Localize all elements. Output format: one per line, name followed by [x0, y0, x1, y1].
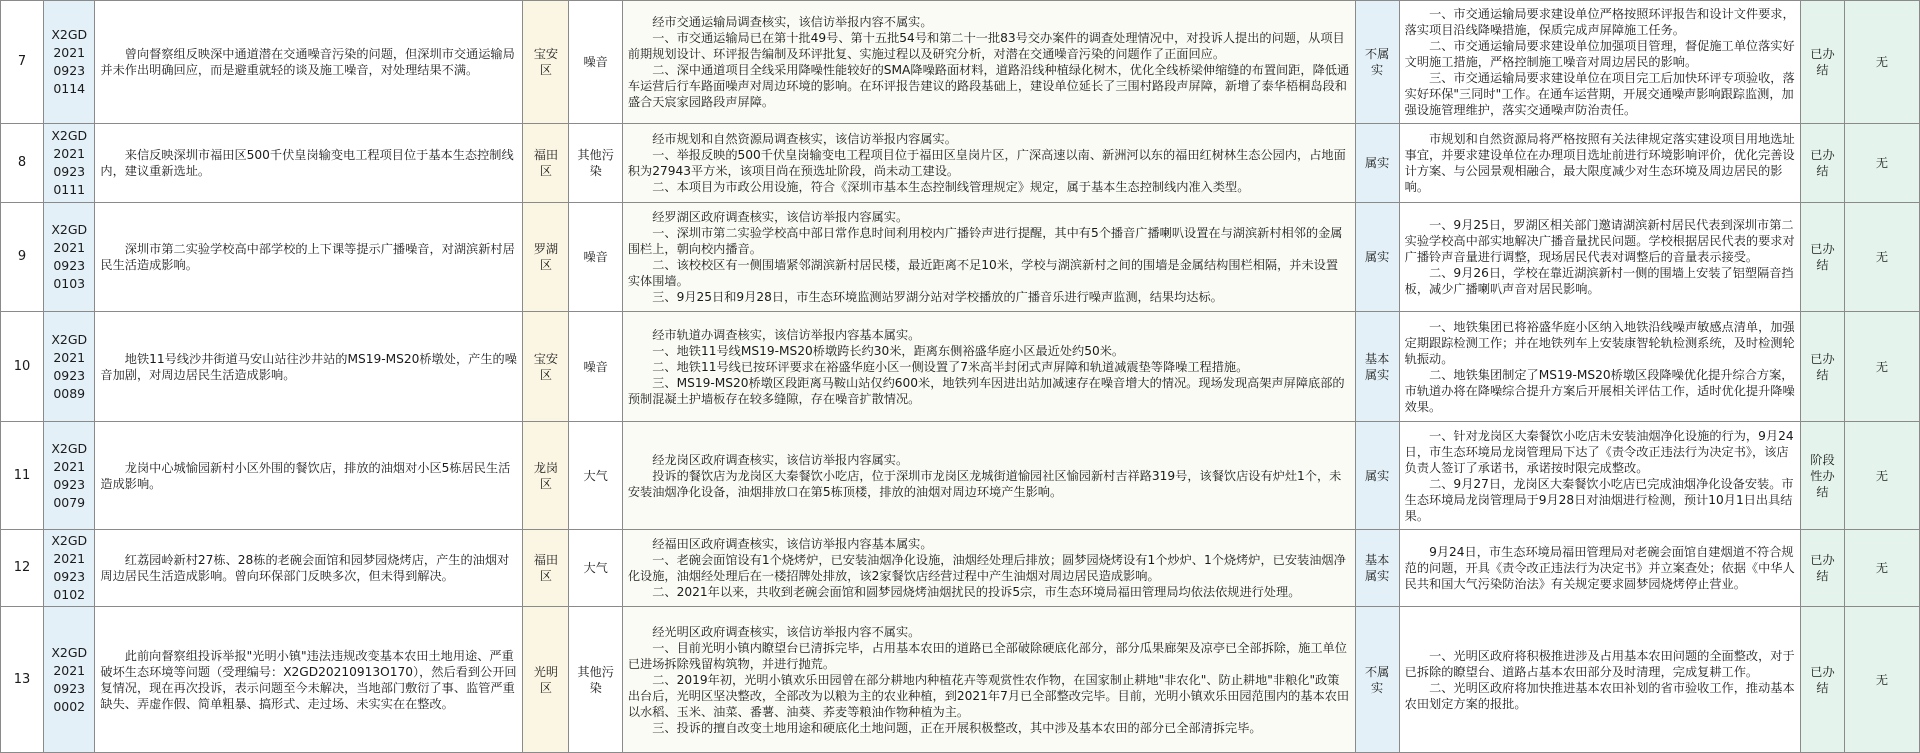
- district: 龙岗区: [523, 422, 569, 530]
- case-code-part: X2GD: [51, 27, 88, 42]
- completion-status: 已办结: [1800, 203, 1844, 312]
- measure-line: 一、地铁集团已将裕盛华庭小区纳入地铁沿线噪声敏感点清单，加强定期跟踪检测工作；并在地铁列车上安装康智轮轨检测系统，及时检测轮轨振动。: [1404, 319, 1795, 366]
- accountability: 无: [1845, 607, 1920, 753]
- handling-measures: [1399, 422, 1800, 530]
- case-code-part: 0079: [53, 494, 86, 510]
- handling-measures: [1399, 1, 1800, 124]
- verification-result: 属实: [1355, 203, 1399, 312]
- investigation-findings: [622, 422, 1355, 530]
- finding-line: 二、深中通道项目全线采用降噪性能较好的SMA降噪路面材料，道路沿线种植绿化树木，优化全线桥梁伸缩缝的布置间距，降低通车运营后行车路面噪声对周边环境的影响。在环评报告建议的路段基础上，建设单位延长了三围村路段声屏障，新增了泰华梧桐岛段和盛合天宸家园路段声屏障。: [627, 63, 1350, 109]
- accountability: 无: [1845, 124, 1920, 203]
- pollution-type: 其他污染: [569, 124, 622, 203]
- complaint-text: 龙岗中心城愉园新村小区外围的餐饮店，排放的油烟对小区5栋居民生活造成影响。: [95, 422, 523, 530]
- handling-measures: [1399, 607, 1800, 753]
- finding-line: 三、9月25日和9月28日，市生态环境监测站罗湖分站对学校播放的广播音乐进行噪声监测，结果均达标。: [652, 290, 1223, 304]
- measure-line: 一、9月25日，罗湖区相关部门邀请湖滨新村居民代表到深圳市第二实验学校高中部实地解决广播音量扰民问题。学校根据居民代表的要求对广播铃声音量进行调整，现场居民代表对调整后的音量表示接受。: [1404, 218, 1795, 264]
- measure-line: 三、市交通运输局要求建设单位在项目完工后加快环评专项验收，落实好环保"三同时"工作。在通车运营期，开展交通噪声影响跟踪监测，加强设施管理维护，落实交通噪声防治责任。: [1404, 71, 1795, 117]
- finding-line: 经龙岗区政府调查核实，该信访举报内容属实。: [652, 452, 909, 467]
- finding-line: 二、本项目为市政公用设施，符合《深圳市基本生态控制线管理规定》规定，属于基本生态控制线内准入类型。: [652, 180, 1250, 194]
- finding-line: 一、地铁11号线MS19-MS20桥墩跨长约30米，距离东侧裕盛华庭小区最近处约50米。: [652, 343, 1125, 358]
- case-code: [44, 203, 95, 312]
- pollution-type: 大气: [569, 530, 622, 607]
- finding-line: 一、深圳市第二实验学校高中部日常作息时间利用校内广播铃声进行提醒，其中有5个播音广播喇叭设置在与湖滨新村相邻的金属围栏上，朝向校内播音。: [627, 226, 1343, 256]
- case-code-part: 0111: [53, 182, 86, 197]
- case-code-part: 2021: [53, 458, 86, 474]
- completion-status: 已办结: [1800, 607, 1844, 753]
- table-row: [1, 124, 1920, 203]
- completion-status: 已办结: [1800, 124, 1844, 203]
- completion-status: 已办结: [1800, 312, 1844, 422]
- pollution-type: 大气: [569, 422, 622, 530]
- case-code: [44, 607, 95, 753]
- accountability: 无: [1845, 422, 1920, 530]
- case-code-part: 0923: [53, 63, 86, 78]
- table-row: [1, 312, 1920, 422]
- district: 福田区: [523, 530, 569, 607]
- case-code-part: 2021: [53, 349, 86, 365]
- row-index: 9: [1, 203, 44, 312]
- finding-line: 三、投诉的擅自改变土地用途和硬底化土地问题，正在开展积极整改，其中涉及基本农田的部分已全部清拆完毕。: [652, 720, 1262, 735]
- accountability: 无: [1845, 530, 1920, 607]
- investigation-findings: [622, 530, 1355, 607]
- handling-measures: [1399, 203, 1800, 312]
- verification-result: 基本属实: [1355, 530, 1399, 607]
- completion-status: 已办结: [1800, 530, 1844, 607]
- table-row: [1, 203, 1920, 312]
- complaint-text: 红荔园岭新村27栋、28栋的老碗会面馆和园梦园烧烤店，产生的油烟对周边居民生活造成影响。曾向环保部门反映多次，但未得到解决。: [95, 530, 523, 607]
- handling-measures: [1399, 530, 1800, 607]
- case-code-part: 0002: [53, 698, 86, 714]
- handling-measures: [1399, 312, 1800, 422]
- verification-result: 基本属实: [1355, 312, 1399, 422]
- case-code-part: 0114: [53, 81, 86, 96]
- verification-result: 不属实: [1355, 607, 1399, 753]
- case-code-part: X2GD: [51, 128, 88, 143]
- finding-line: 二、2021年以来，共收到老碗会面馆和圆梦园烧烤油烟扰民的投诉5宗，市生态环境局福田管理局均依法依规进行处理。: [652, 585, 1301, 599]
- measure-line: 二、9月27日，龙岗区大秦餐饮小吃店已完成油烟净化设备安装。市生态环境局龙岗管理局于9月28日对油烟进行检测，预计10月1日出具结果。: [1404, 476, 1794, 523]
- case-code-part: 2021: [53, 551, 86, 566]
- table-row: [1, 422, 1920, 530]
- case-code-part: 2021: [53, 240, 86, 255]
- finding-line: 一、老碗会面馆设有1个烧烤炉，已安装油烟净化设施，油烟经处理后排放；圆梦园烧烤设有1个炒炉、1个烧烤炉，已安装油烟净化设施，油烟经处理后在一楼招牌处排放，该2家餐饮店经营过程中产生油烟对周边居民造成影响。: [627, 553, 1346, 583]
- table-row: [1, 530, 1920, 607]
- investigation-findings: [622, 607, 1355, 753]
- accountability: 无: [1845, 1, 1920, 124]
- case-code-part: 2021: [53, 662, 86, 678]
- finding-line: 一、目前光明小镇内瞭望台已清拆完毕，占用基本农田的道路已全部破除硬底化部分，部分瓜果廊架及凉亭已全部拆除，施工单位已进场拆除残留构筑物，并进行抛荒。: [627, 640, 1347, 671]
- case-code-part: 0103: [53, 276, 86, 291]
- district: 光明区: [523, 607, 569, 753]
- pollution-type: 其他污染: [569, 607, 622, 753]
- pollution-type: 噪音: [569, 1, 622, 124]
- finding-line: 经市规划和自然资源局调查核实，该信访举报内容属实。: [652, 132, 957, 146]
- row-index: 7: [1, 1, 44, 124]
- district: 宝安区: [523, 1, 569, 124]
- complaint-text: 曾向督察组反映深中通道潜在交通噪音污染的问题，但深圳市交通运输局并未作出明确回应，而是避重就轻的谈及施工噪音，对处理结果不满。: [95, 1, 523, 124]
- table-row: [1, 607, 1920, 753]
- complaint-text: 此前向督察组投诉举报"光明小镇"违法违规改变基本农田土地用途、严重破坏生态环境等问题（受理编号：X2GD20210913O170），然后看到公开回复情况，现在再次投诉，表示问题至今未解决，当地部门敷衍了事、监管严重缺失、弄虚作假、简单粗暴、搞形式、走过场、未实实在在整改。: [95, 607, 523, 753]
- verification-result: 属实: [1355, 422, 1399, 530]
- finding-line: 三、MS19-MS20桥墩区段距离马鞍山站仅约600米，地铁列车因进出站加减速存在噪音增大的情况。现场发现高架声屏障底部的预制混凝土护墙板存在较多缝隙，存在噪音扩散情况。: [627, 375, 1345, 406]
- case-code-part: 0923: [53, 367, 86, 383]
- finding-line: 一、举报反映的500千伏皇岗输变电工程项目位于福田区皇岗片区，广深高速以南、新洲河以东的福田红树林生态公园内，占地面积为27943平方米，该项目尚在预选址阶段，尚未动工建设。: [627, 148, 1346, 178]
- district: 福田区: [523, 124, 569, 203]
- measure-line: 一、光明区政府将积极推进涉及占用基本农田问题的全面整改，对于已拆除的瞭望台、道路占基本农田部分及时清理，完成复耕工作。: [1404, 648, 1795, 679]
- handling-measures: [1399, 124, 1800, 203]
- accountability: 无: [1845, 312, 1920, 422]
- pollution-type: 噪音: [569, 203, 622, 312]
- case-code: [44, 1, 95, 124]
- measure-line: 二、市交通运输局要求建设单位加强项目管理，督促施工单位落实好文明施工措施，严格控制施工噪音对周边居民的影响。: [1404, 39, 1795, 69]
- case-code-part: 0923: [53, 258, 86, 273]
- table-row: [1, 1, 1920, 124]
- measure-line: 二、地铁集团制定了MS19-MS20桥墩区段降噪优化提升综合方案，市轨道办将在降噪综合提升方案后开展相关评估工作，适时优化提升降噪效果。: [1404, 367, 1795, 414]
- case-code: [44, 124, 95, 203]
- case-code: [44, 312, 95, 422]
- finding-line: 经光明区政府调查核实，该信访举报内容不属实。: [652, 624, 921, 639]
- finding-line: 经福田区政府调查核实，该信访举报内容基本属实。: [652, 537, 933, 551]
- investigation-findings: [622, 124, 1355, 203]
- case-code-part: 2021: [53, 146, 86, 161]
- measure-line: 一、市交通运输局要求建设单位严格按照环评报告和设计文件要求，落实项目沿线降噪措施，保质完成声屏障施工任务。: [1404, 7, 1795, 37]
- finding-line: 二、该校校区有一侧围墙紧邻湖滨新村居民楼，最近距离不足10米，学校与湖滨新村之间的围墙是金属结构围栏相隔，并未设置实体围墙。: [627, 258, 1339, 288]
- measure-line: 二、光明区政府将加快推进基本农田补划的省市验收工作，推动基本农田划定方案的报批。: [1404, 680, 1795, 711]
- investigation-findings: [622, 203, 1355, 312]
- case-code-part: 0923: [53, 164, 86, 179]
- measure-line: 市规划和自然资源局将严格按照有关法律规定落实建设项目用地选址事宜，并要求建设单位在办理项目选址前进行环境影响评价，优化完善设计方案、与公园景观相融合，最大限度减少对生态环境及周边居民的影响。: [1404, 132, 1795, 194]
- case-code: [44, 530, 95, 607]
- row-index: 11: [1, 422, 44, 530]
- case-code-part: 0923: [53, 476, 86, 492]
- measure-line: 9月24日，市生态环境局福田管理局对老碗会面馆自建烟道不符合规范的问题，开具《责令改正违法行为决定书》并立案查处；依据《中华人民共和国大气污染防治法》有关规定要求圆梦园烧烤停止营业。: [1404, 545, 1795, 591]
- finding-line: 二、2019年初，光明小镇欢乐田园曾在部分耕地内种植花卉等观赏性农作物，在国家制止耕地"非农化"、防止耕地"非粮化"政策出台后，光明区坚决整改，全部改为以粮为主的农业种植，到2021年7月已全部整改完毕。目前，光明小镇欢乐田园范围内的基本农田以水稻、玉米、油菜、番薯、油葵、荞麦等粮油作物种植为主。: [627, 672, 1350, 719]
- verification-result: 不属实: [1355, 1, 1399, 124]
- complaint-text: 来信反映深圳市福田区500千伏皇岗输变电工程项目位于基本生态控制线内，建议重新选址。: [95, 124, 523, 203]
- finding-line: 经市轨道办调查核实，该信访举报内容基本属实。: [652, 327, 921, 342]
- row-index: 12: [1, 530, 44, 607]
- finding-line: 经罗湖区政府调查核实，该信访举报内容属实。: [652, 210, 909, 224]
- case-code-part: X2GD: [51, 331, 88, 347]
- finding-line: 一、市交通运输局已在第十批49号、第十五批54号和第二十一批83号交办案件的调查处理情况中，对投诉人提出的问题，从项目前期规划设计、环评报告编制及环评批复、实施过程以及研究分析，对潜在交通噪音污染的问题作了正面回应。: [627, 31, 1345, 61]
- row-index: 10: [1, 312, 44, 422]
- case-code-part: X2GD: [51, 533, 88, 548]
- finding-line: 经市交通运输局调查核实，该信访举报内容不属实。: [652, 15, 933, 29]
- investigation-findings: [622, 1, 1355, 124]
- case-code-part: X2GD: [51, 222, 88, 237]
- measure-line: 一、针对龙岗区大秦餐饮小吃店未安装油烟净化设施的行为，9月24日，市生态环境局龙岗管理局下达了《责令改正违法行为决定书》，该店负责人签订了承诺书，承诺按时限完成整改。: [1404, 428, 1794, 475]
- finding-line: 二、地铁11号线已按环评要求在裕盛华庭小区一侧设置了7米高半封闭式声屏障和轨道减震垫等降噪工程措施。: [652, 359, 1249, 374]
- accountability: 无: [1845, 203, 1920, 312]
- completion-status: 阶段性办结: [1800, 422, 1844, 530]
- case-code-part: 0102: [53, 587, 86, 602]
- row-index: 8: [1, 124, 44, 203]
- complaint-text: 深圳市第二实验学校高中部学校的上下课等提示广播噪音，对湖滨新村居民生活造成影响。: [95, 203, 523, 312]
- measure-line: 二、9月26日，学校在靠近湖滨新村一侧的围墙上安装了铝塑隔音挡板，减少广播喇叭声音对居民影响。: [1404, 266, 1794, 296]
- verification-result: 属实: [1355, 124, 1399, 203]
- case-code-part: 0923: [53, 680, 86, 696]
- district: 宝安区: [523, 312, 569, 422]
- investigation-findings: [622, 312, 1355, 422]
- case-code: [44, 422, 95, 530]
- case-code-part: X2GD: [51, 440, 88, 456]
- case-code-part: 0089: [53, 385, 86, 401]
- case-code-part: 0923: [53, 569, 86, 584]
- completion-status: 已办结: [1800, 1, 1844, 124]
- row-index: 13: [1, 607, 44, 753]
- finding-line: 投诉的餐饮店为龙岗区大秦餐饮小吃店，位于深圳市龙岗区龙城街道愉园社区愉园新村吉祥路319号，该餐饮店设有炉灶1个，未安装油烟净化设备，油烟排放口在第5栋顶楼，排放的油烟对周边环境产生影响。: [627, 468, 1342, 499]
- case-code-part: 2021: [53, 45, 86, 60]
- district: 罗湖区: [523, 203, 569, 312]
- pollution-type: 噪音: [569, 312, 622, 422]
- complaint-text: 地铁11号线沙井街道马安山站往沙井站的MS19-MS20桥墩处，产生的噪音加剧，对周边居民生活造成影响。: [95, 312, 523, 422]
- case-code-part: X2GD: [51, 644, 88, 660]
